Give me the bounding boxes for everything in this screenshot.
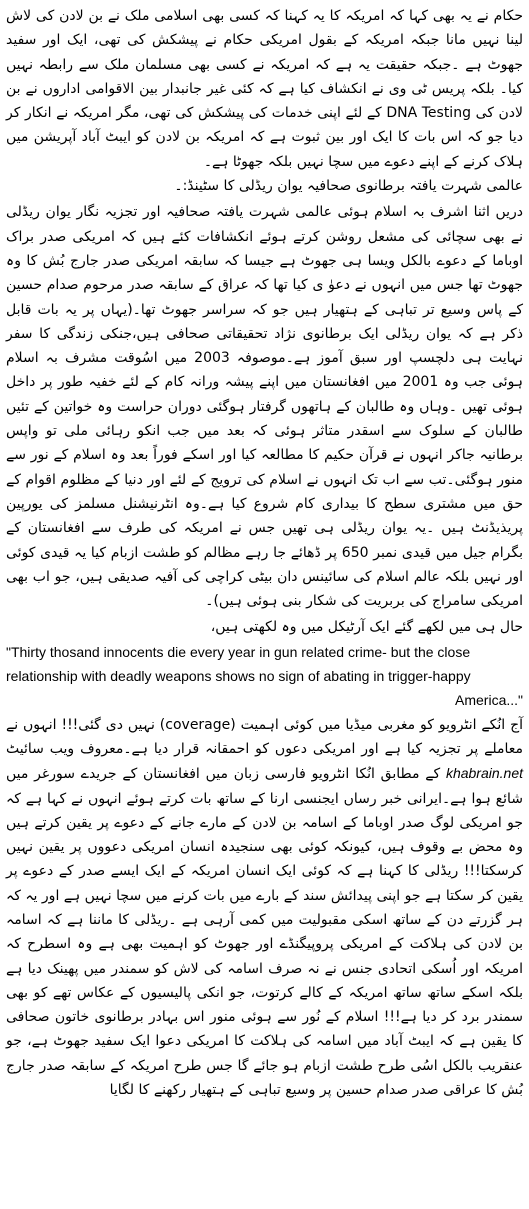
interview-text-part1: آج انُکے انٹرویو کو مغربی میڈیا میں کوئی اہمیت (coverage) نہیں دی گئی!!! انہوں نے معاملے پر تجزیہ کیا ہے اور امریکی دعوں کو احمقانہ قرار دیا ہے۔معروف ویب سائیٹ <box>6 716 523 757</box>
english-quote: "Thirty thosand innocents die every year in gun related crime- but the close relationship with deadly weapons shows no sign of abating in trigger-happy America..." <box>6 643 523 709</box>
paragraph-dna-claim: حکام نے یہ بھی کہا کہ امریکہ کا یہ کہنا کہ کسی بھی اسلامی ملک نے بن لادن کی لاش لینا نہیں مانا جبکہ امریکہ کے بقول امریکی حکام نے پیشکش کی تھی، ایک اور سفید جھوٹ ہے ۔جبکہ حقیقت یہ ہے کہ امریکہ نے کسی بھی مسلمان ملک سے رابطہ نہیں کیا۔ بلکہ پریس ٹی وی نے انکشاف کیا ہے کہ کئی غیر جانبدار بین الاقوامی اداروں نے بن لادن کی DNA Testing کے لئے اپنی خدمات کی پیشکش کی تھی، مگر امریکہ نے انکار کر دیا جو کہ اس بات کا ایک اور بین ثبوت ہے کہ امریکہ بن لادن کو ایبٹ آباد آپریشن میں ہلاک کرنے کے اپنے دعوے میں سچا نہیں بلکہ جھوٹا ہے۔ <box>6 8 524 170</box>
paragraph-ridley-bio: دریں اثنا اشرف بہ اسلام ہوئی عالمی شہرت یافتہ صحافیہ اور تجزیہ نگار یوان ریڈلی نے بھی سچائی کی مشعل روشن کرتے ہوئے انکشافات کئے ہیں کہ امریکی صدر براک اوباما کے دعوے بالکل ویسا ہی جھوٹ ہے جیسا کہ سابقہ امریکی صدر جارج بُش کا وہ جھوٹ تھا جس میں انہوں نے دعوٰ ی کیا تھا کہ عراق کے سابقہ صدر مرحوم صدام حسین کے پاس وسیع تر تباہی کے ہتھیار ہیں جو کہ سراسر جھوٹ تھا۔(یہاں پر یہ بات قابل ذکر ہے کہ یوان ریڈلی ایک برطانوی نژاد تحقیقاتی صحافی ہیں،جنکی زندگی کا سفر نہایت ہی دلچسپ اور سبق آموز ہے۔موصوفہ 2003 میں اسُوقت مشرف بہ اسلام ہوئی جب وہ 2001 میں افغانستان میں اپنے پیشہ ورانہ کام کے لئے خفیہ طور پر داخل ہوئی تھیں ۔وہاں وہ طالبان کے ہاتھوں گرفتار ہوگئی دوران حراست وہ خواتین کے تئیں طالبان کے سلوک سے اسقدر متاثر ہوئی کہ بعد میں جب انکو رہائی ملی تو واپس برطانیہ جاکر انہوں نے قرآن حکیم کا مطالعہ کیا اور اسکے فوراً بعد وہ اسلام کے نور سے منور ہوگئی۔تب سے اب تک انہوں نے اسلام کی ترویج کے لئے اور دنیا کے مظلوم اقوام کے حق میں مشتری سطح کا بیداری کام شروع کیا ہے۔وہ انٹرنیشنل مسلمز کی یورپین پریذیڈنٹ ہیں ۔یہ یوان ریڈلی ہی تھیں جس نے امریکہ کی طرف سے افغانستان کے بگرام جیل میں قیدی نمبر 650 پر ڈھائے جا رہے مظالم کو طشت ازبام کیا یہ قیدی کوئی اور نہیں بلکہ عالم اسلام کی سائینس دان بیٹی کراچی کی آفیہ صدیقی ہیں، جو اب بھی امریکی سامراج کی بربریت کی شکار بنی ہوئی ہیں)۔ <box>6 204 524 610</box>
section-heading-ridley: عالمی شہرت یافتہ برطانوی صحافیہ یوان ریڈلی کا سٹینڈ:۔ <box>174 178 523 195</box>
website-name: khabrain.net <box>445 765 523 782</box>
interview-text-part2: کے مطابق انُکا انٹرویو فارسی زبان میں افغانستان کے جریدے سورغر میں شائع ہوا ہے۔ایرانی خبر رساں ایجنسی ارنا کے ساتھ بات کرتے ہوئے انہوں نے کہا ہے کہ جو امریکی لوگ صدر اوباما کے اسامہ بن لادن کے مارے جانے کے دعوے پر یقین کرتے ہیں وہ محض بے وقوف ہیں، کیونکہ کوئی بھی سنجیدہ انسان امریکی دعووں پر یقین نہیں کرسکتا!!! ریڈلی کا کہنا ہے کہ کوئی ایک انسان امریکہ کے ایک ایسے صدر کے دعوے پر یقین کر سکتا ہے جو اپنی پیدائش سند کے بارے میں بات کرنے میں سچا نہیں ہے اور یہ کہ ہر گزرتے دن کے ساتھ اسکی مقبولیت میں کمی آرہی ہے ۔ریڈلی کا ماننا ہے کہ اسامہ بن لادن کی ہلاکت کے امریکی پروپیگنڈے اور جھوٹ کو اہمیت بھی ہے وہ اسطرح کہ امریکہ اور اُسکی اتحادی جنس نے نہ صرف اسامہ کی لاش کو سمندر میں پھینک دیا ہے بلکہ اسکے ساتھ ساتھ امریکہ کے کالے کرتوت، جو انکی پالیسیوں کے عکاس تھے کو بھی سمندر برد کر دیا ہے!!! اسلام کے نُور سے ہوئی منور اس بہادر برطانوی خاتون صحافی کا یقین ہے کہ ایبٹ آباد میں اسامہ کی ہلاکت کا امریکی دعوا ایک سفید جھوٹ ہے، جو عنقریب بالکل اسُی طرح طشت ازبام ہو جائے گا جس طرح امریکہ کے سابقہ صدر جارج بُش کا عراقی صدر صدام حسین پر وسیع تباہی کے ہتھیار رکھنے کا لگایا <box>6 766 523 1099</box>
paragraph-interview <box>6 713 523 1103</box>
paragraph-article-intro: حال ہی میں لکھے گئے ایک آرٹیکل میں وہ لکھتی ہیں، <box>210 619 523 636</box>
